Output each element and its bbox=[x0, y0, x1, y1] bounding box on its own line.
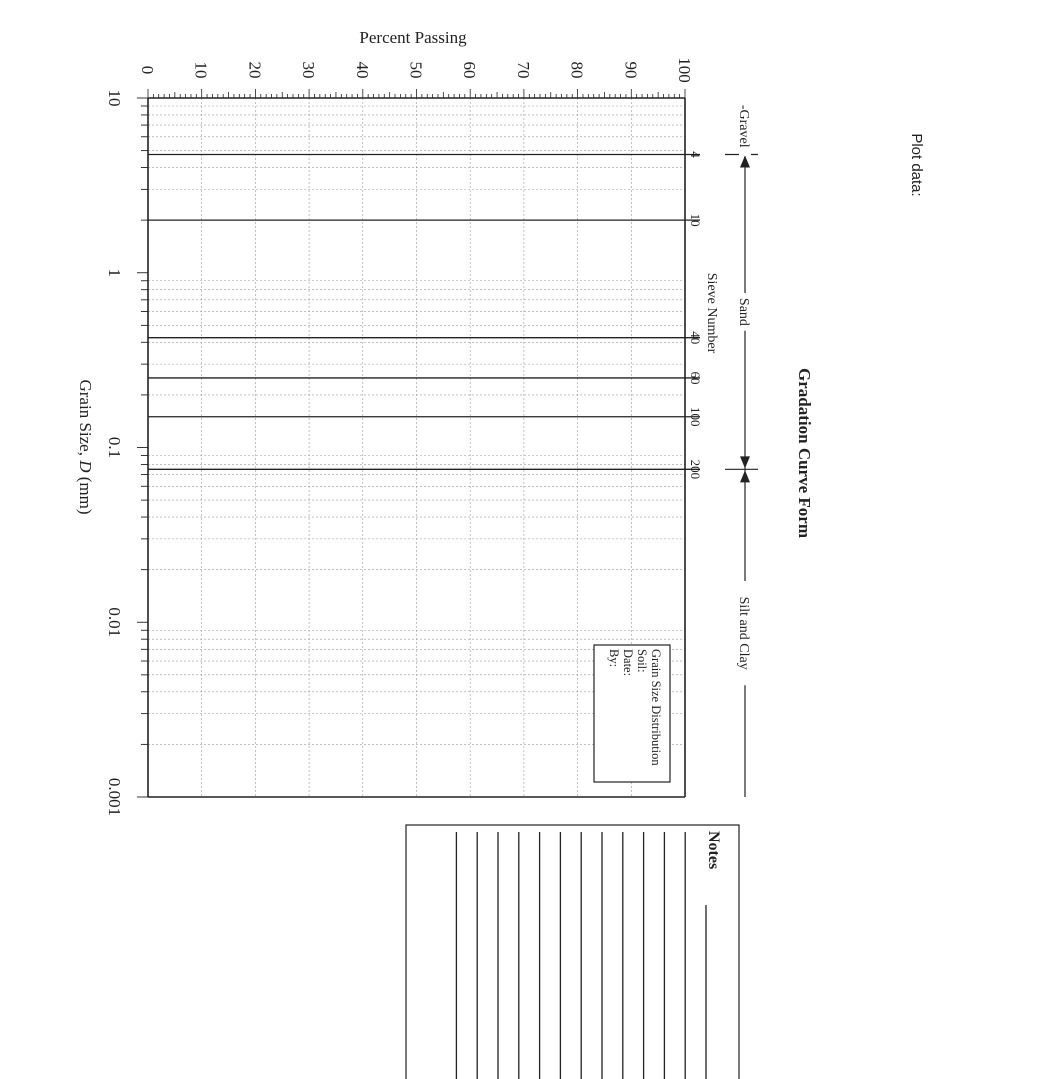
x-tick-label: 10 bbox=[191, 61, 211, 79]
x-axis-label: Percent Passing bbox=[359, 28, 467, 47]
x-tick-label: 70 bbox=[513, 61, 533, 79]
legend-by: By: bbox=[607, 649, 621, 668]
y-axis-label-unit: (mm) bbox=[76, 472, 95, 515]
zone-arrow-down bbox=[740, 456, 750, 468]
y-axis-tick-labels bbox=[105, 90, 124, 817]
sieve-label: 100 bbox=[688, 406, 703, 427]
x-tick-label: 0 bbox=[138, 65, 157, 75]
legend-date: Date: bbox=[621, 649, 635, 677]
y-tick-label: 1 bbox=[105, 268, 124, 277]
y-axis-label-text: Grain Size, bbox=[76, 379, 95, 461]
sieve-label: 200 bbox=[688, 459, 703, 480]
legend-soil: Soil: bbox=[635, 649, 649, 673]
x-tick-label: 90 bbox=[621, 61, 641, 79]
legend-box bbox=[594, 645, 670, 782]
soil-zones bbox=[725, 96, 758, 797]
y-tick-label: 10 bbox=[105, 89, 124, 107]
zone-label: Silt and Clay bbox=[736, 596, 751, 670]
y-axis-label bbox=[76, 379, 95, 514]
grid-percent bbox=[202, 98, 632, 797]
x-axis-ticks bbox=[148, 89, 685, 98]
notes-title: Notes bbox=[705, 831, 722, 870]
zone-label: Sand bbox=[736, 297, 751, 326]
x-tick-label: 80 bbox=[567, 61, 587, 79]
zone-arrow-up bbox=[740, 470, 750, 482]
x-tick-label: 40 bbox=[352, 61, 372, 79]
x-tick-label: 30 bbox=[299, 61, 319, 79]
x-tick-label: 50 bbox=[406, 61, 426, 79]
y-tick-label: 0.01 bbox=[105, 607, 124, 638]
chart-title: Gradation Curve Form bbox=[795, 368, 814, 538]
legend-box-title: Grain Size Distribution bbox=[649, 649, 663, 766]
y-tick-label: 0.001 bbox=[105, 777, 124, 817]
y-tick-label: 0.1 bbox=[105, 436, 124, 459]
sieve-label: 60 bbox=[688, 371, 703, 385]
sieve-label: 40 bbox=[688, 331, 703, 345]
x-axis-tick-labels bbox=[138, 57, 694, 83]
sieve-label: 10 bbox=[688, 213, 703, 227]
sieve-label: 4 bbox=[688, 151, 703, 158]
y-axis-ticks bbox=[137, 98, 148, 797]
plot-data-label: Plot data: bbox=[908, 133, 925, 197]
y-axis-label-var: D bbox=[76, 460, 95, 473]
x-tick-label: 100 bbox=[675, 57, 694, 83]
zone-arrow-up bbox=[740, 155, 750, 167]
x-tick-label: 20 bbox=[245, 61, 265, 79]
x-tick-label: 60 bbox=[460, 61, 480, 79]
sieve-axis-label: Sieve Number bbox=[704, 272, 719, 354]
notes-box bbox=[406, 825, 739, 1079]
sieve-lines bbox=[148, 151, 703, 479]
zone-label: -Gravel bbox=[736, 104, 751, 148]
